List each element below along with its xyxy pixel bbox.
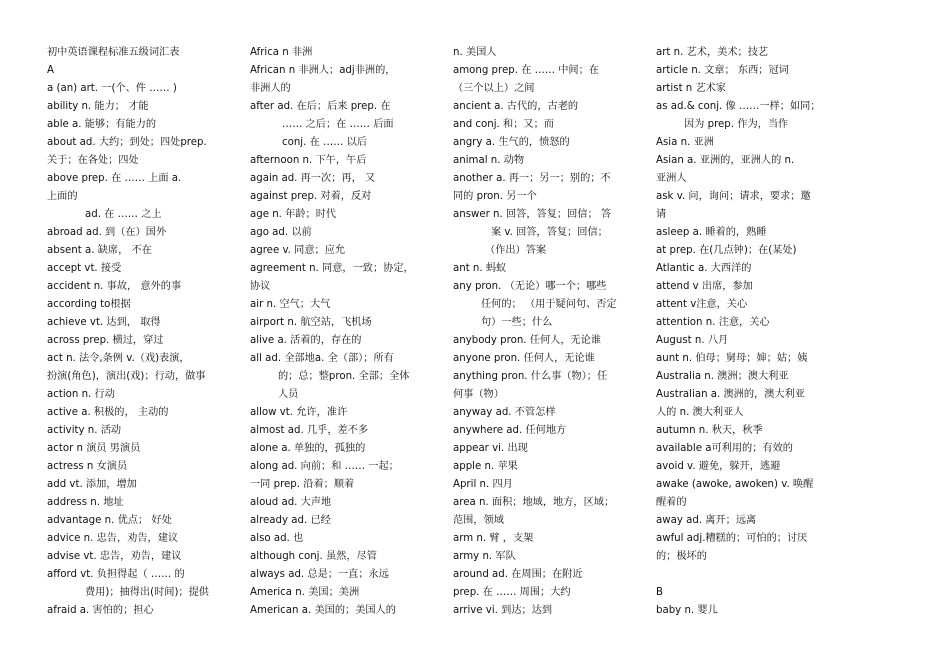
vocab-line: activity n. 活动 <box>47 425 122 436</box>
vocab-line: American a. 美国的；美国人的 <box>250 605 396 616</box>
vocab-line: arrive vi. 到达；达到 <box>453 605 553 616</box>
vocab-line: age n. 年龄；时代 <box>250 209 337 220</box>
vocab-line: anyway ad. 不管怎样 <box>453 407 556 418</box>
vocab-column-3 <box>453 44 649 620</box>
vocab-line: article n. 文章； 东西；冠词 <box>656 65 789 76</box>
vocab-line: advantage n. 优点； 好处 <box>47 515 172 526</box>
vocab-line: 醒着的 <box>656 497 687 508</box>
vocab-line: Africa n 非洲 <box>250 47 313 58</box>
vocab-line: according to根据 <box>47 299 131 310</box>
vocab-line: and conj. 和；又；而 <box>453 119 554 130</box>
vocab-line: aloud ad. 大声地 <box>250 497 332 508</box>
vocab-line: 协议 <box>250 281 271 292</box>
vocab-line: August n. 八月 <box>656 335 729 346</box>
vocab-line: arm n. 臂 ，支架 <box>453 533 534 544</box>
vocab-line: 案 v. 回答，答复；回信； <box>491 227 608 238</box>
vocab-line: baby n. 婴儿 <box>656 605 718 616</box>
vocab-line: angry a. 生气的，愤怒的 <box>453 137 570 148</box>
vocab-line: Australian a. 澳洲的，澳大利亚 <box>656 389 805 400</box>
vocab-line: ago ad. 以前 <box>250 227 312 238</box>
vocab-line: asleep a. 睡着的，熟睡 <box>656 227 767 238</box>
vocab-column-2 <box>250 44 446 620</box>
vocab-line: anywhere ad. 任何地方 <box>453 425 567 436</box>
vocab-line: 上面的 <box>47 191 78 202</box>
vocab-line: awful adj.糟糕的；可怕的；讨厌 <box>656 533 808 544</box>
vocab-line: avoid v. 避免，躲开，逃避 <box>656 461 781 472</box>
vocab-line: actor n 演员 男演员 <box>47 443 141 454</box>
vocab-line: April n. 四月 <box>453 479 513 490</box>
vocab-line: available a可利用的；有效的 <box>656 443 793 454</box>
vocab-line: advice n. 忠告，劝告，建议 <box>47 533 179 544</box>
vocab-line: aunt n. 伯母；舅母；婶；姑；姨 <box>656 353 808 364</box>
vocab-line: 任何的； （用于疑问句、否定 <box>481 299 617 310</box>
vocab-line: 关于；在各处；四处 <box>47 155 139 166</box>
vocab-column-4 <box>656 44 852 620</box>
vocab-line: 一同 prep. 沿着；顺着 <box>250 479 355 490</box>
vocab-line: answer n. 回答，答复；回信； 答 <box>453 209 612 220</box>
vocab-line: apple n. 苹果 <box>453 461 518 472</box>
vocab-line: appear vi. 出现 <box>453 443 528 454</box>
vocab-line: 亚洲人 <box>656 173 687 184</box>
vocab-line: above prep. 在 …… 上面 a. <box>47 173 182 184</box>
vocab-line: attention n. 注意，关心 <box>656 317 770 328</box>
vocab-line: as ad.& conj. 像 ……一样；如同； <box>656 101 821 112</box>
vocab-line: 非洲人的 <box>250 83 291 94</box>
vocab-line: absent a. 缺席， 不在 <box>47 245 152 256</box>
vocab-line: achieve vt. 达到， 取得 <box>47 317 161 328</box>
vocab-line: afford vt. 负担得起（ …… 的 <box>47 569 185 580</box>
vocab-line: art n. 艺术，美术；技艺 <box>656 47 769 58</box>
vocab-line: 请 <box>656 209 667 220</box>
vocab-line: anybody pron. 任何人，无论谁 <box>453 335 602 346</box>
vocab-line: although conj. 虽然，尽管 <box>250 551 377 562</box>
vocab-line: ant n. 蚂蚁 <box>453 263 507 274</box>
vocab-line: again ad. 再一次；再， 又 <box>250 173 376 184</box>
vocab-line: also ad. 也 <box>250 533 304 544</box>
vocab-line: 的；极坏的 <box>656 551 707 562</box>
vocab-line: agree v. 同意；应允 <box>250 245 346 256</box>
vocab-line: artist n 艺术家 <box>656 83 727 94</box>
vocab-line: 同的 pron. 另一个 <box>453 191 537 202</box>
vocab-line: another a. 再一；另一；别的；不 <box>453 173 611 184</box>
vocab-line: across prep. 横过，穿过 <box>47 335 164 346</box>
vocab-line: accept vt. 接受 <box>47 263 122 274</box>
vocab-line: any pron. （无论）哪一个；哪些 <box>453 281 607 292</box>
vocab-line: able a. 能够；有能力的 <box>47 119 157 130</box>
vocab-line: Asian a. 亚洲的，亚洲人的 n. <box>656 155 795 166</box>
vocab-line: 人员 <box>278 389 299 400</box>
vocab-line: actress n 女演员 <box>47 461 128 472</box>
vocab-column-1 <box>47 44 243 620</box>
vocab-line: army n. 军队 <box>453 551 516 562</box>
vocab-line: act n. 法令,条例 v.（戏)表演， <box>47 353 190 364</box>
vocab-line: after ad. 在后；后来 prep. 在 <box>250 101 391 112</box>
vocab-line <box>656 566 852 584</box>
vocab-line: ask v. 问，询问；请求，要求；邀 <box>656 191 811 202</box>
vocab-line: animal n. 动物 <box>453 155 525 166</box>
vocab-line: always ad. 总是；一直；永远 <box>250 569 389 580</box>
vocab-line: against prep. 对着，反对 <box>250 191 372 202</box>
vocab-line: along ad. 向前；和 …… 一起； <box>250 461 399 472</box>
vocab-line: prep. 在 …… 周围；大约 <box>453 587 571 598</box>
vocab-line: allow vt. 允许，准许 <box>250 407 348 418</box>
vocab-line: advise vt. 忠告，劝告，建议 <box>47 551 182 562</box>
vocab-line: about ad. 大约；到处；四处prep. <box>47 137 207 148</box>
vocab-line: accident n. 事故， 意外的事 <box>47 281 182 292</box>
letter-heading: B <box>656 587 663 598</box>
vocab-line: 句）一些；什么 <box>481 317 553 328</box>
vocab-line: airport n. 航空站，飞机场 <box>250 317 372 328</box>
vocab-line: abroad ad. 到（在）国外 <box>47 227 167 238</box>
vocab-line: active a. 积极的， 主动的 <box>47 407 169 418</box>
vocab-line: area n. 面积；地域，地方，区域； <box>453 497 615 508</box>
vocab-line: conj. 在 …… 以后 <box>282 137 368 148</box>
vocab-line: alive a. 活着的，存在的 <box>250 335 362 346</box>
vocab-line: African n 非洲人；adj非洲的， <box>250 65 396 76</box>
vocab-line: Atlantic a. 大西洋的 <box>656 263 752 274</box>
vocab-line: Australia n. 澳洲；澳大利亚 <box>656 371 789 382</box>
vocab-line: 的；总；整pron. 全部；全体 <box>278 371 410 382</box>
vocab-line: （三个以上）之间 <box>453 83 535 94</box>
vocab-line: almost ad. 几乎，差不多 <box>250 425 369 436</box>
vocab-line: America n. 美国；美洲 <box>250 587 360 598</box>
vocab-line: （作出）答案 <box>485 245 547 256</box>
vocab-line: 何事（物） <box>453 389 504 400</box>
vocab-line: autumn n. 秋天，秋季 <box>656 425 763 436</box>
vocab-line: afraid a. 害怕的；担心 <box>47 605 154 616</box>
vocab-line: 费用)；抽得出(时间)；提供 <box>85 587 209 598</box>
vocab-line: 范围，领域 <box>453 515 504 526</box>
vocab-line: already ad. 已经 <box>250 515 331 526</box>
vocab-line: attend v 出席，参加 <box>656 281 753 292</box>
vocab-line: …… 之后；在 …… 后面 <box>282 119 394 130</box>
vocab-line: ancient a. 古代的，古老的 <box>453 101 579 112</box>
vocab-line: Asia n. 亚洲 <box>656 137 714 148</box>
vocab-line: a (an) art. 一(个、件 …… ) <box>47 83 177 94</box>
letter-heading: A <box>47 65 54 76</box>
vocab-line: awake (awoke, awoken) v. 唤醒 <box>656 479 814 490</box>
vocab-line: anyone pron. 任何人，无论谁 <box>453 353 595 364</box>
vocab-line: around ad. 在周围；在附近 <box>453 569 583 580</box>
vocab-line: anything pron. 什么事（物）；任 <box>453 371 608 382</box>
vocab-line: 扮演(角色)，演出(戏)；行动，做事 <box>47 371 206 382</box>
vocab-line: action n. 行动 <box>47 389 115 400</box>
vocab-line: attent v注意，关心 <box>656 299 748 310</box>
vocab-line: agreement n. 同意，一致；协定， <box>250 263 414 274</box>
vocab-line: add vt. 添加，增加 <box>47 479 137 490</box>
vocab-line: 因为 prep. 作为，当作 <box>684 119 789 130</box>
vocab-line: n. 美国人 <box>453 47 497 58</box>
page-title: 初中英语课程标准五级词汇表 <box>47 47 180 58</box>
vocab-line: air n. 空气；大气 <box>250 299 331 310</box>
vocab-line: among prep. 在 …… 中间；在 <box>453 65 599 76</box>
vocab-line: afternoon n. 下午，午后 <box>250 155 367 166</box>
vocab-line: ad. 在 …… 之上 <box>85 209 162 220</box>
vocab-line: ability n. 能力； 才能 <box>47 101 149 112</box>
vocab-line: away ad. 离开；远离 <box>656 515 757 526</box>
vocab-line: alone a. 单独的，孤独的 <box>250 443 366 454</box>
vocab-line: at prep. 在(几点钟)；在(某处) <box>656 245 797 256</box>
vocab-line: address n. 地址 <box>47 497 124 508</box>
vocab-line: all ad. 全部地a. 全（部）；所有 <box>250 353 394 364</box>
vocab-line: 人的 n. 澳大利亚人 <box>656 407 744 418</box>
